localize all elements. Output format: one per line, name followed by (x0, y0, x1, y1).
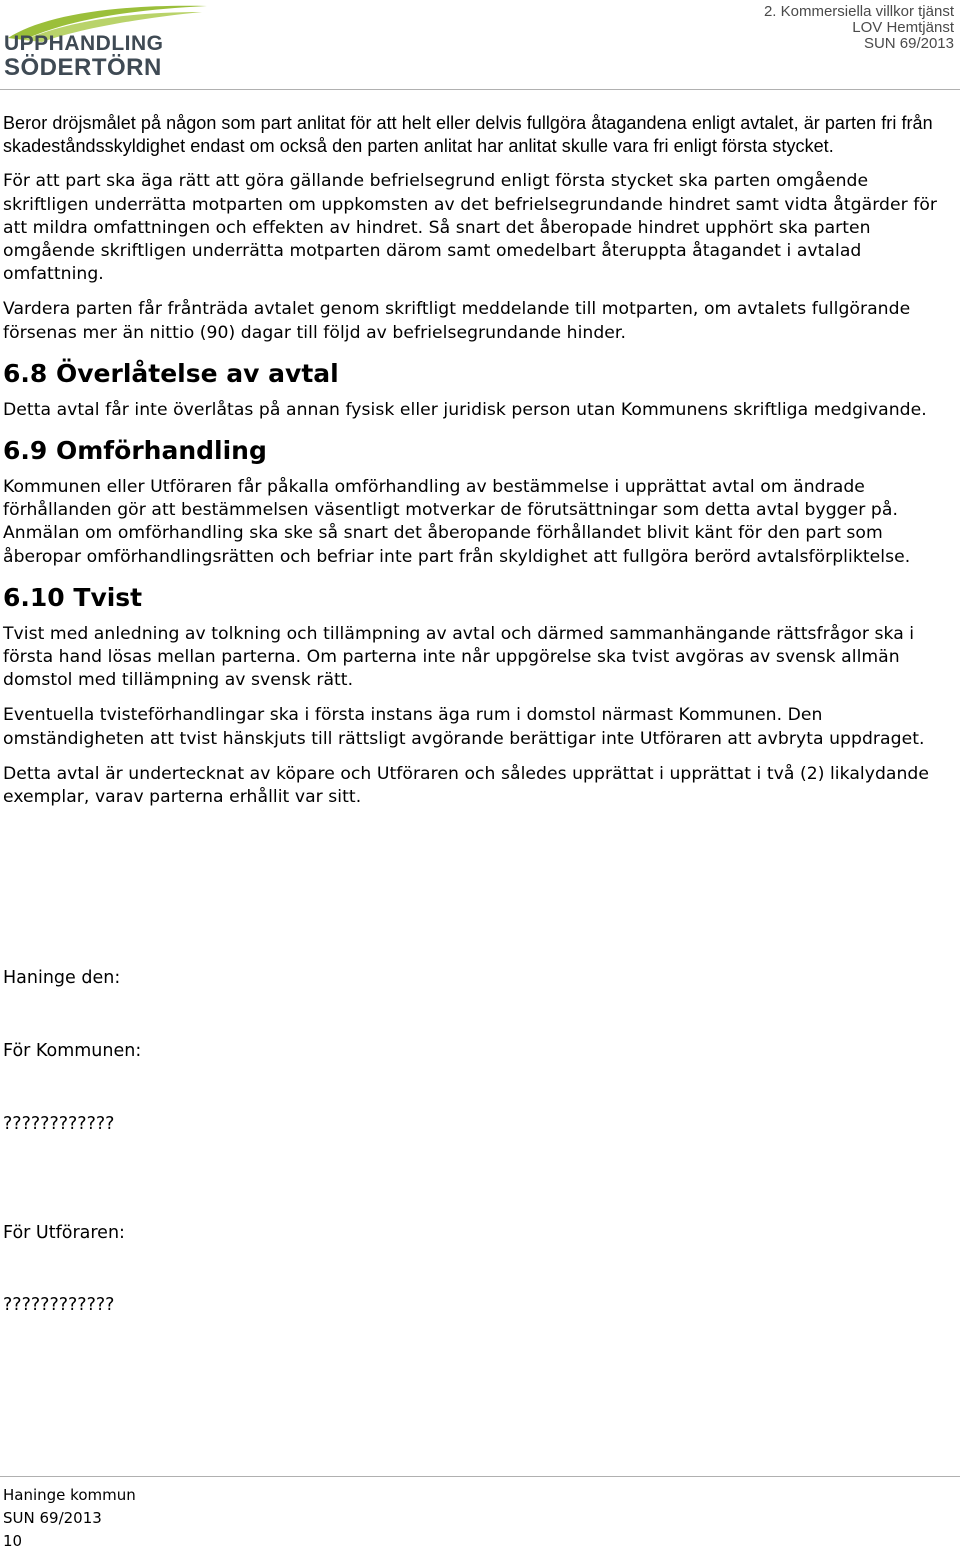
header-divider (0, 89, 960, 90)
upphandling-sodertorn-logo (2, 2, 212, 82)
signature-kommunen-label: För Kommunen: (3, 1041, 142, 1061)
document-subtitle: LOV Hemtjänst (852, 19, 954, 36)
logo-text-sodertorn: SÖDERTÖRN (4, 54, 162, 81)
heading-overlatelse: 6.8 Överlåtelse av avtal (3, 358, 339, 388)
paragraph-overlatelse: Detta avtal får inte överlåtas på annan fysisk eller juridisk person utan Kommunens skriftliga medgivande. (3, 399, 927, 420)
paragraph-omforhandling: Kommunen eller Utföraren får påkalla omförhandling av bestämmelse i upprättat avtal om ändrade förhållanden gör att bestämmelsen väsentligt motverkar de förutsättningar som detta avtal bygger på. Anmälan om omförhandling ska ske så snart det åberopande förhållandet blivit känt för den part som åberopar omförhandlingsrätten och befriar inte part från skyldighet att fullgöra berörd avtalsförpliktelse. (3, 477, 911, 567)
paragraph-befrielsegrund: För att part ska äga rätt att göra gällande befrielsegrund enligt första stycket ska parten omgående skriftligen underrätta motparten om uppkomsten av det befrielsegrundande hindret samt vidta åtgärder för att mildra omfattningen och effekten av hindret. Så snart det åberopade hindret upphört ska parten omgående skriftligen underrätta motparten därom samt omedelbart återuppta åtagandet i avtalad omfattning. (3, 171, 938, 285)
paragraph-undertecknat: Detta avtal är undertecknat av köpare och Utföraren och således upprättat i upprättat i två (2) likalydande exemplar, varav parterna erhållit var sitt. (3, 763, 930, 808)
paragraph-tvisteforhandlingar: Eventuella tvisteförhandlingar ska i första instans äga rum i domstol närmast Kommunen. Den omständigheten att tvist hänskjuts till rättsligt avgörande berättigar inte Utföraren att avbryta uppdraget. (3, 705, 925, 749)
heading-tvist: 6.10 Tvist (3, 582, 143, 612)
footer-organization: Haninge kommun (3, 1486, 136, 1504)
page-header (0, 0, 960, 90)
page-footer (3, 1484, 136, 1553)
signature-utforaren-label: För Utföraren: (3, 1223, 125, 1243)
page-number: 10 (3, 1532, 23, 1550)
signature-kommunen-placeholder: ???????????? (3, 1114, 115, 1134)
paragraph-tvist: Tvist med anledning av tolkning och tillämpning av avtal och därmed sammanhängande rättsfrågor ska i första hand lösas mellan parterna. Om parterna inte når uppgörelse ska tvist avgöras av svensk allmän domstol med tillämpning av svensk rätt. (3, 623, 915, 691)
heading-omforhandling: 6.9 Omförhandling (3, 436, 267, 466)
document-body (3, 112, 953, 821)
logo-text-upphandling: UPPHANDLING (4, 32, 164, 55)
paragraph-drojsmal: Beror dröjsmålet på någon som part anlitat för att helt eller delvis fullgöra åtagandena enligt avtalet, är parten fri från skadeståndsskyldighet endast om också den parten anlitat har anlitat skulle vara fri enligt första stycket. (3, 113, 933, 157)
document-reference: SUN 69/2013 (863, 35, 954, 52)
footer-divider (0, 1476, 960, 1477)
document-title: 2. Kommersiella villkor tjänst (763, 3, 954, 20)
document-meta (764, 4, 954, 52)
signature-utforaren-placeholder: ???????????? (3, 1295, 115, 1315)
signature-place-label: Haninge den: (3, 968, 121, 988)
footer-reference: SUN 69/2013 (3, 1509, 102, 1527)
paragraph-frantrada: Vardera parten får frånträda avtalet genom skriftligt meddelande till motparten, om avtalets fullgörande försenas mer än nittio (90) dagar till följd av befrielsegrundande hinder. (3, 299, 911, 343)
